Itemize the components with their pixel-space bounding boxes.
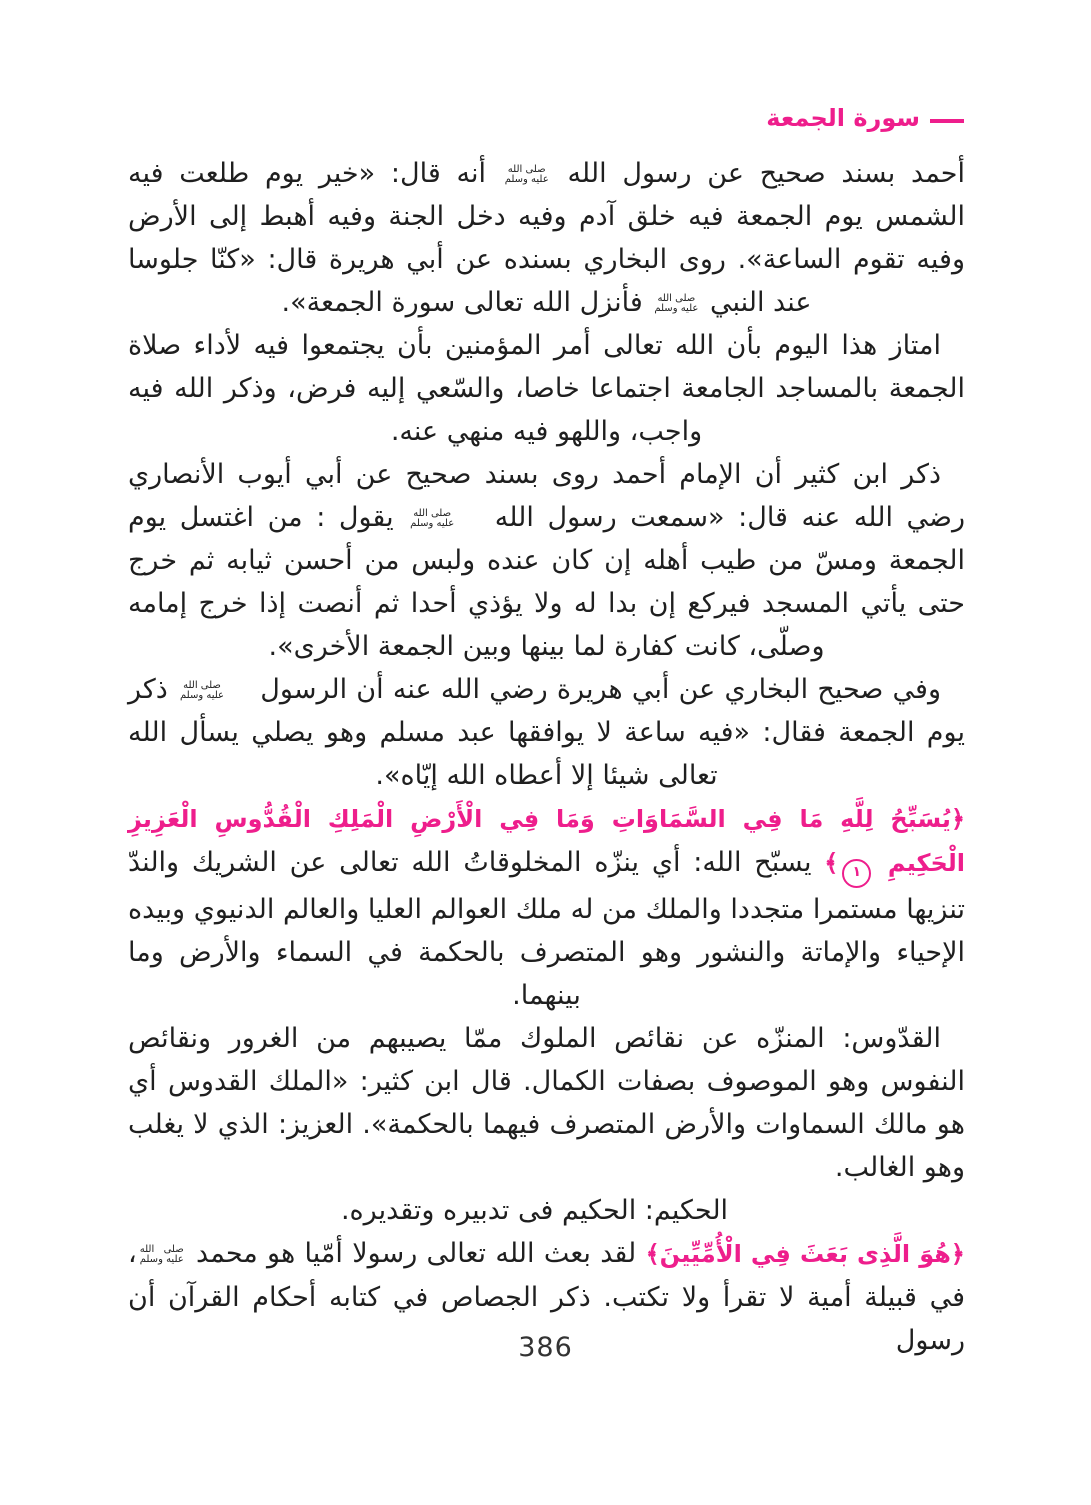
surah-header: [766, 104, 964, 132]
quran-verse-text: ﴿هُوَ الَّذِى بَعَثَ فِي الْأُمِّيِّينَ﴾: [645, 1240, 965, 1268]
honorific-saw-icon: صلى الله عليه وسلم: [654, 292, 699, 314]
paragraph-hakim-meaning: [128, 1189, 965, 1232]
page-body: [128, 152, 965, 1362]
surah-title: سورة الجمعة: [766, 104, 920, 132]
body-text: أحمد بسند صحيح عن رسول الله: [551, 158, 966, 189]
body-text: الحكيم: الحكيم فى تدبيره وتقديره.: [340, 1195, 729, 1226]
body-text: ذكر ابن كثير أن الإمام أحمد روى بسند صحيح عن أبي أيوب الأنصاري رضي الله عنه قال: «سمعت رسول الله: [128, 459, 965, 533]
ayah-number-marker: ١: [842, 859, 871, 888]
body-text: يسبّح الله: أي ينزّه المخلوقاتُ الله تعالى عن الشريك والندّ تنزيها مستمرا متجددا والملك من له ملك العوالم العليا والعالم الدنيوي وبيده الإحياء والإماتة والنشور وهو المتصرف بالحكمة في السماء والأرض وما بينهما.: [128, 847, 965, 1011]
body-text: أنه قال: «خير يوم طلعت فيه الشمس يوم الجمعة فيه خلق آدم وفيه دخل الجنة وفيه أهبط إلى الأرض وفيه تقوم الساعة». روى البخاري بسنده عن أبي هريرة قال: «كنّا جلوسا عند النبي: [128, 158, 965, 318]
header-rule: [930, 119, 964, 123]
paragraph-bukhari-hour: [128, 668, 965, 797]
honorific-saw-icon: صلى الله عليه وسلم: [504, 163, 549, 185]
body-text: ذكر يوم الجمعة فقال: «فيه ساعة لا يوافقها عبد مسلم وهو يصلي يسأل الله تعالى شيئا إلا أعطاه الله إيّاه».: [128, 674, 965, 791]
body-text: وفي صحيح البخاري عن أبي هريرة رضي الله عنه أن الرسول: [251, 674, 942, 705]
quran-verse-text: ﴾: [824, 849, 839, 877]
paragraph-qudus-meaning: [128, 1017, 965, 1189]
body-text: يقول : من اغتسل يوم الجمعة ومسّ من طيب أهله إن كان عنده ولبس من أحسن ثيابه ثم خرج حتى يأتي المسجد فيركع إن بدا له ولا يؤذي أحدا ثم أنصت إذا خرج إمامه وصلّى، كانت كفارة لما بينها وبين الجمعة الأخرى».: [128, 502, 965, 662]
body-text: ، في قبيلة أمية لا تقرأ ولا تكتب. ذكر الجصاص في كتابه أحكام القرآن أن رسول: [128, 1238, 965, 1356]
quran-verse-text: ﴿يُسَبِّحُ لِلَّهِ مَا فِي السَّمَاوَاتِ وَمَا فِي الْأَرْضِ الْمَلِكِ الْقُدُّوسِ الْعَزِيزِ الْحَكِيمِ: [128, 805, 965, 877]
body-text: فأنزل الله تعالى سورة الجمعة».: [281, 287, 652, 318]
page-number: 386: [518, 1332, 573, 1363]
honorific-saw-icon: صلى الله عليه وسلم: [180, 679, 225, 701]
honorific-saw-icon: صلى الله عليه وسلم: [410, 507, 455, 529]
paragraph-hadith-best-day: [128, 152, 965, 324]
body-text: لقد بعث الله تعالى رسولا أمّيا هو محمد: [186, 1238, 646, 1269]
paragraph-ibn-kathir-hadith: [128, 453, 965, 668]
paragraph-verse1-tafsir: [128, 797, 965, 1017]
body-text: القدّوس: المنزّه عن نقائص الملوك ممّا يصيبهم من الغرور ونقائص النفوس وهو الموصوف بصفات الكمال. قال ابن كثير: «الملك القدوس أي هو مالك السماوات والأرض المتصرف فيهما بالحكمة». العزيز: الذي لا يغلب وهو الغالب.: [128, 1023, 965, 1183]
paragraph-friday-merits: [128, 324, 965, 453]
honorific-saw-icon: صلى الله عليه وسلم: [139, 1243, 184, 1265]
body-text: امتاز هذا اليوم بأن الله تعالى أمر المؤمنين بأن يجتمعوا فيه لأداء صلاة الجمعة بالمساجد الجامعة اجتماعا خاصا، والسّعي إليه فرض، وذكر الله فيه واجب، واللهو فيه منهي عنه.: [128, 330, 965, 447]
